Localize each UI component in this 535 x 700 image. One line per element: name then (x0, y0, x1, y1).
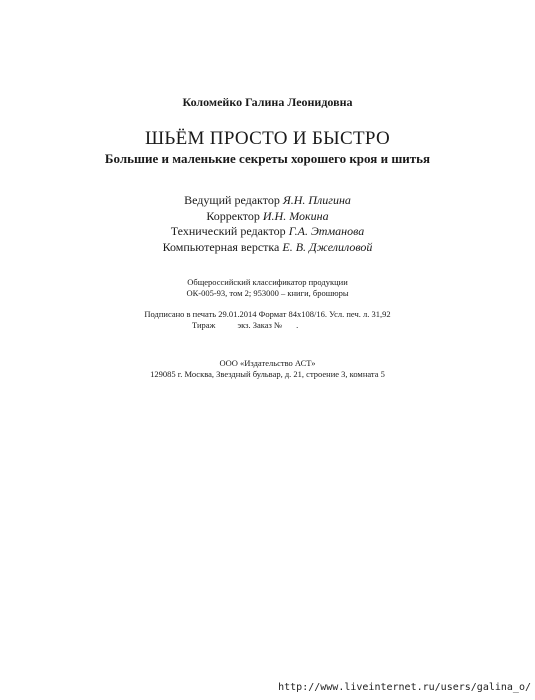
credits-block (0, 193, 535, 255)
book-subtitle: Большие и маленькие секреты хорошего кроя и шитья (104, 151, 431, 166)
order-end: . (296, 320, 299, 330)
run-and-order-line (0, 320, 535, 331)
product-classifier (0, 277, 535, 299)
credit-person: Е. В. Джелиловой (282, 239, 373, 254)
author-name: Коломейко Галина Леонидовна (182, 95, 353, 109)
copies-label: экз. (237, 320, 251, 330)
credit-person: Г.А. Этманова (288, 224, 365, 238)
credit-line-tech-editor (0, 224, 535, 240)
credit-person: И.Н. Мокина (262, 208, 329, 223)
credit-line-lead-editor (0, 193, 535, 209)
print-info (0, 309, 535, 331)
classifier-line-1: Общероссийский классификатор продукции (187, 277, 348, 287)
watermark-url: http://www.liveinternet.ru/users/galina_o/ (278, 682, 531, 693)
order-label: Заказ № (252, 320, 283, 330)
print-run-label: Тираж (192, 320, 216, 330)
credit-role: Корректор (206, 208, 260, 223)
credit-role: Компьютерная верстка (162, 239, 280, 254)
credit-line-proofreader (0, 209, 535, 225)
credit-line-layout (0, 240, 535, 256)
publisher-block (0, 358, 535, 380)
credit-person: Я.Н. Плигина (282, 193, 351, 207)
signed-for-print: Подписано в печать 29.01.2014 Формат 84х108/16. Усл. печ. л. 31,92 (144, 309, 391, 319)
publisher-address: 129085 г. Москва, Звездный бульвар, д. 21, строение 3, комната 5 (150, 369, 385, 379)
book-title: ШЬЁМ ПРОСТО И БЫСТРО (144, 128, 391, 149)
credit-role: Технический редактор (170, 224, 286, 238)
classifier-line-2: ОК-005-93, том 2; 953000 – книги, брошюры (186, 288, 349, 298)
publisher-name: ООО «Издательство АСТ» (219, 358, 316, 368)
credit-role: Ведущий редактор (184, 193, 280, 207)
